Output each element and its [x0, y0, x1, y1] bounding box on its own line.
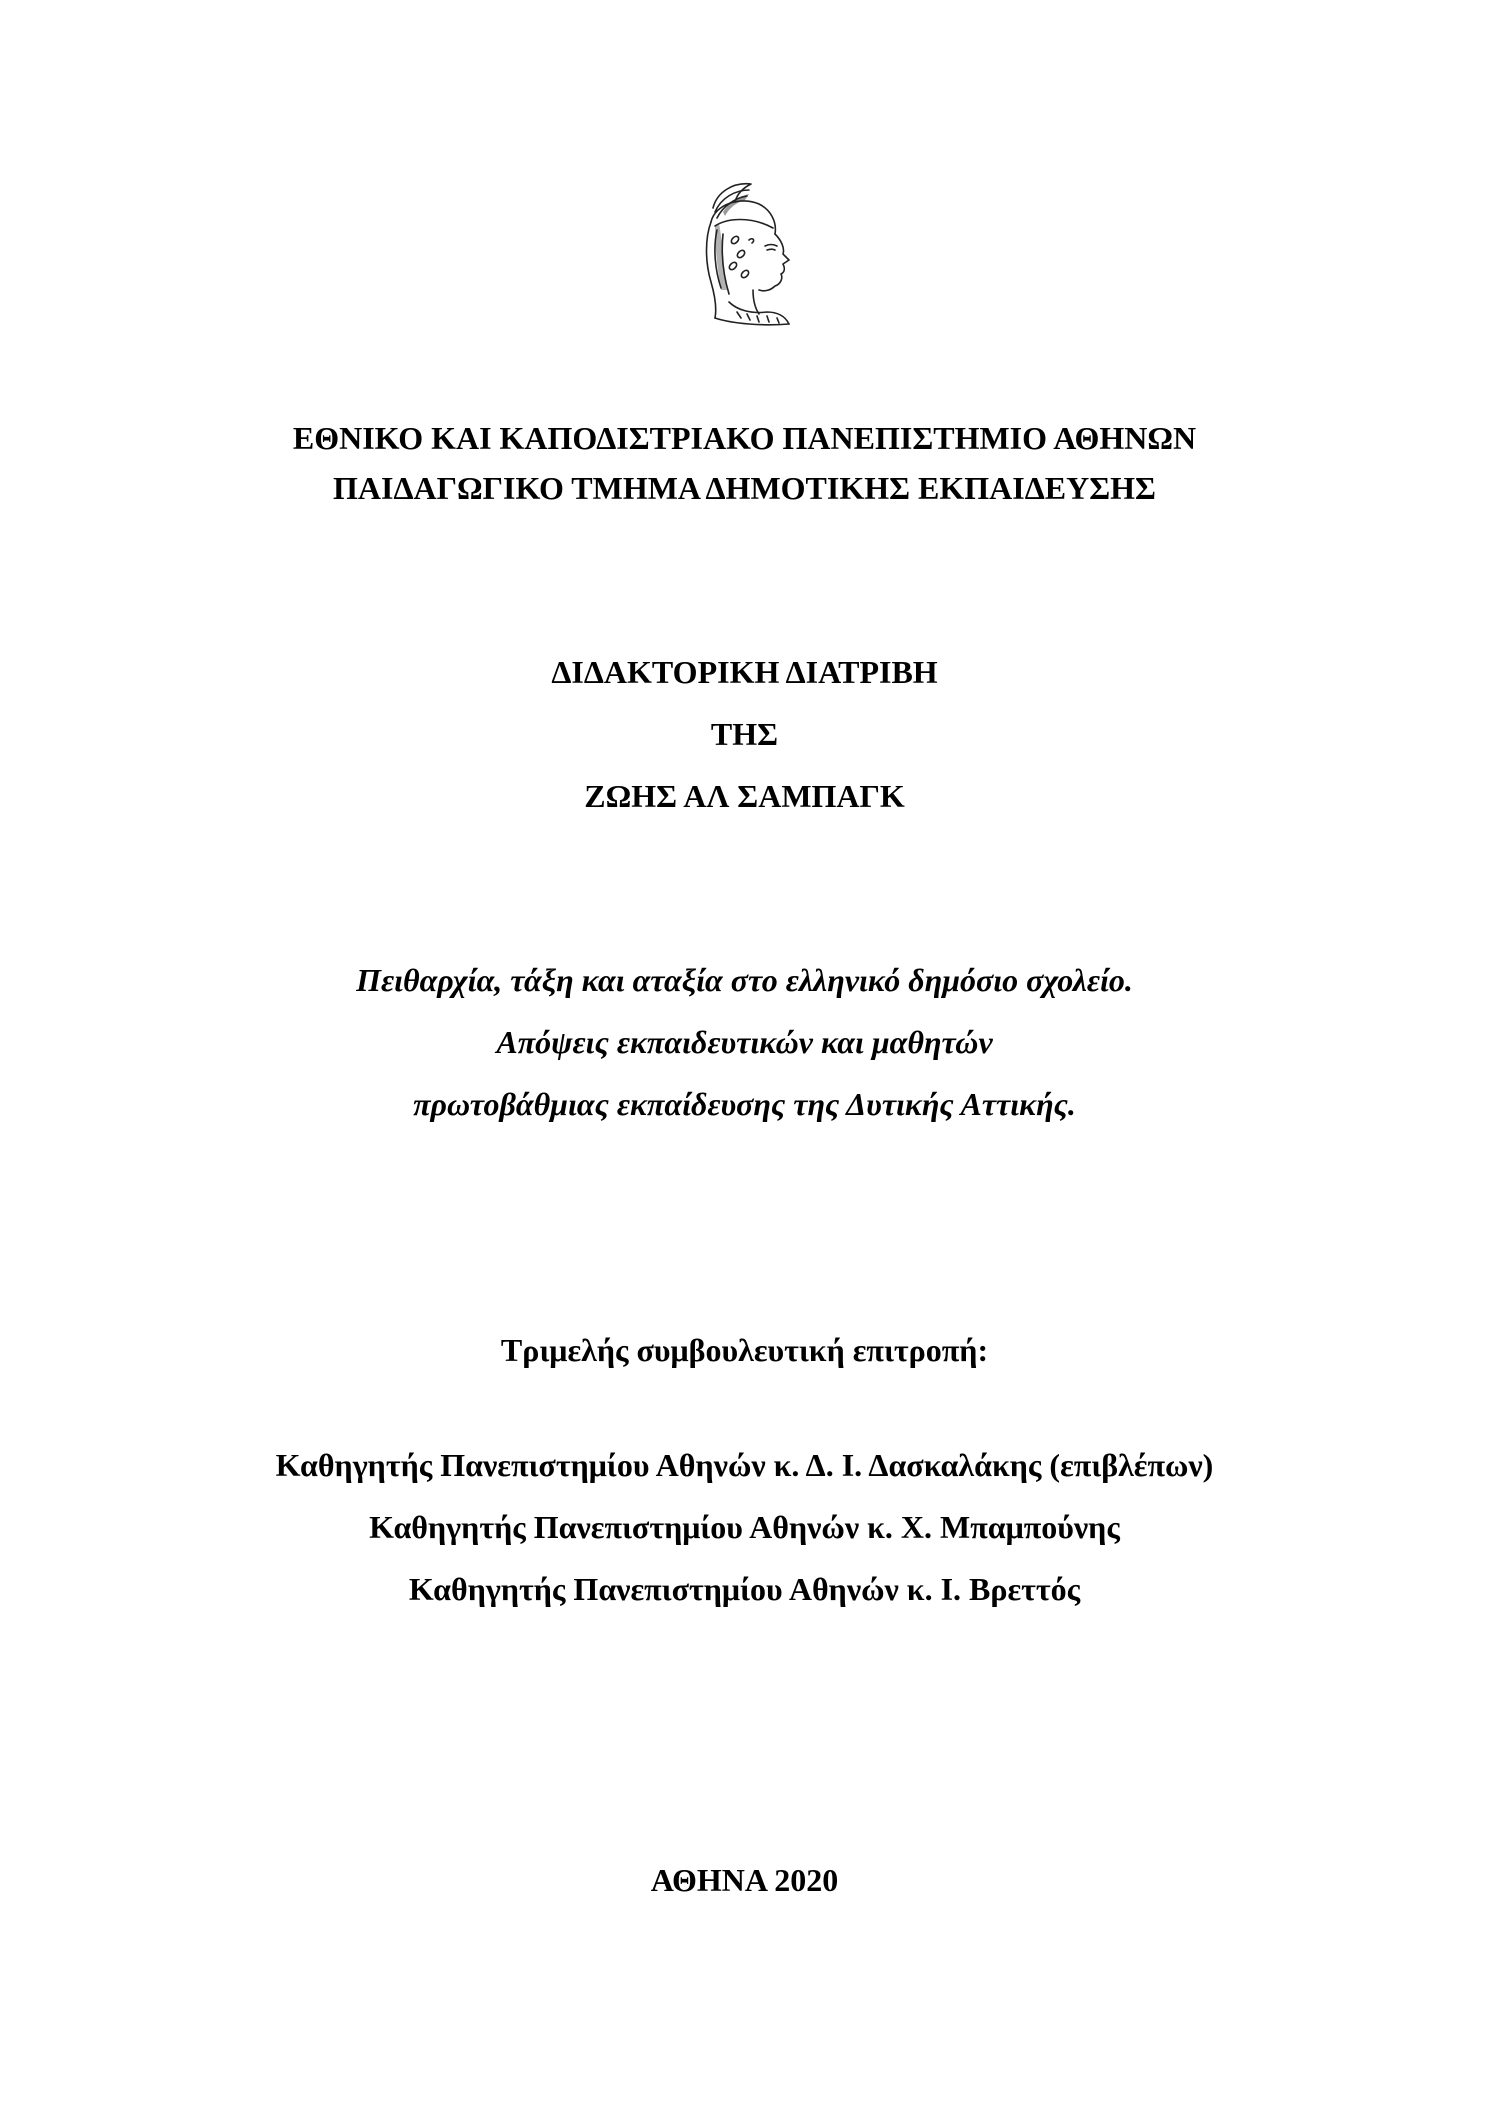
- university-name: ΕΘΝΙΚΟ ΚΑΙ ΚΑΠΟΔΙΣΤΡΙΑΚΟ ΠΑΝΕΠΙΣΤΗΜΙΟ ΑΘΗΝΩΝ: [292, 420, 1197, 456]
- department-name: ΠΑΙΔΑΓΩΓΙΚΟ ΤΜΗΜΑ ΔΗΜΟΤΙΚΗΣ ΕΚΠΑΙΔΕΥΣΗΣ: [333, 470, 1156, 506]
- thesis-title-line-1: Πειθαρχία, τάξη και αταξία στο ελληνικό δημόσιο σχολείο.: [356, 962, 1133, 998]
- thesis-title-line-3: πρωτοβάθμιας εκπαίδευσης της Δυτικής Αττικής.: [413, 1086, 1076, 1122]
- athena-helmet-emblem-icon: [693, 178, 799, 330]
- thesis-type: ΔΙΔΑΚΤΟΡΙΚΗ ΔΙΑΤΡΙΒΗ: [551, 654, 938, 690]
- committee-member: Καθηγητής Πανεπιστημίου Αθηνών κ. Δ. Ι. Δασκαλάκης (επιβλέπων): [275, 1447, 1214, 1483]
- place-and-year: ΑΘΗΝΑ 2020: [650, 1862, 839, 1898]
- committee-member: Καθηγητής Πανεπιστημίου Αθηνών κ. Ι. Βρεττός: [408, 1571, 1081, 1607]
- thesis-title-line-2: Απόψεις εκπαιδευτικών και μαθητών: [496, 1024, 993, 1060]
- committee-member: Καθηγητής Πανεπιστημίου Αθηνών κ. Χ. Μπαμπούνης: [369, 1509, 1120, 1545]
- author-name: ΖΩΗΣ ΑΛ ΣΑΜΠΑΓΚ: [584, 778, 905, 814]
- committee-heading: Τριμελής συμβουλευτική επιτροπή:: [500, 1332, 989, 1368]
- thesis-of-label: ΤΗΣ: [710, 716, 779, 752]
